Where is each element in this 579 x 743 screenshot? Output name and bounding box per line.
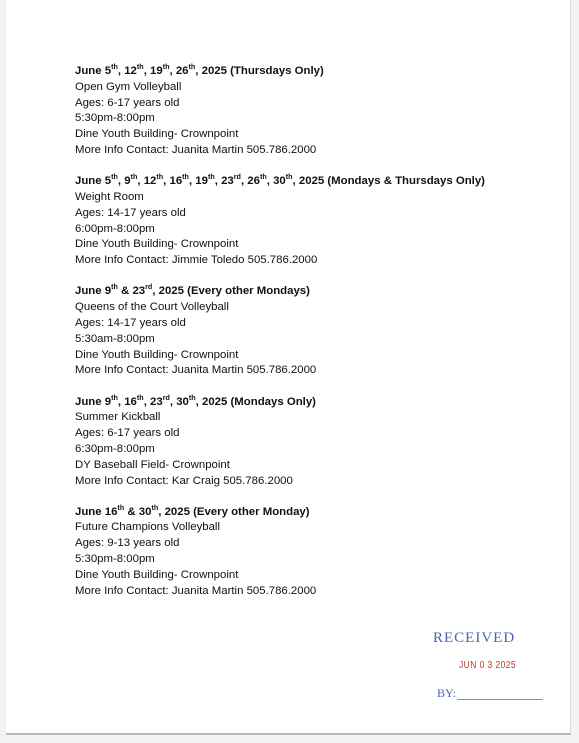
date-ordinal-suffix: th xyxy=(182,172,189,182)
date-ordinal-suffix: th xyxy=(117,502,125,512)
event-block xyxy=(75,502,555,600)
event-block xyxy=(75,284,555,379)
event-contact: More Info Contact: Juanita Martin 505.786.2000 xyxy=(75,364,317,377)
date-ordinal-suffix: th xyxy=(188,392,196,402)
date-text: , 30 xyxy=(266,175,286,188)
event-time: 5:30pm-8:00pm xyxy=(75,112,155,125)
event-date-heading xyxy=(75,174,555,190)
date-text: , 19 xyxy=(143,65,163,77)
event-activity: Queens of the Court Volleyball xyxy=(75,301,229,314)
event-ages: Ages: 14-17 years old xyxy=(75,206,186,219)
date-ordinal-suffix: rd xyxy=(162,392,170,402)
event-list xyxy=(75,64,555,615)
event-block xyxy=(75,174,555,269)
date-ordinal-suffix: th xyxy=(111,282,118,292)
date-ordinal-suffix: th xyxy=(111,172,118,182)
event-ages: Ages: 14-17 years old xyxy=(75,316,186,329)
event-ages: Ages: 6-17 years old xyxy=(75,96,180,109)
date-ordinal-suffix: th xyxy=(111,62,118,72)
event-date-heading xyxy=(75,392,555,411)
event-contact: More Info Contact: Kar Craig 505.786.2000 xyxy=(75,474,293,487)
date-ordinal-suffix: th xyxy=(130,172,138,182)
received-stamp xyxy=(431,630,561,710)
event-ages: Ages: 6-17 years old xyxy=(75,427,180,440)
event-location: Dine Youth Building- Crownpoint xyxy=(75,128,239,141)
date-ordinal-suffix: th xyxy=(111,392,118,402)
date-text: , 23 xyxy=(214,175,234,188)
event-location: Dine Youth Building- Crownpoint xyxy=(75,238,239,251)
event-activity: Weight Room xyxy=(75,190,144,203)
date-ordinal-suffix: rd xyxy=(233,172,241,182)
date-text: , 23 xyxy=(143,395,163,408)
event-activity: Future Champions Volleyball xyxy=(75,521,220,534)
date-text: , 2025 (Every other Mondays) xyxy=(152,285,310,298)
date-ordinal-suffix: th xyxy=(162,62,170,72)
event-time: 5:30am-8:00pm xyxy=(75,332,155,345)
date-text: , 2025 (Thursdays Only) xyxy=(195,65,324,77)
event-contact: More Info Contact: Juanita Martin 505.786.2000 xyxy=(75,584,317,597)
date-text: , 16 xyxy=(163,175,183,188)
date-text: , 2025 (Mondays & Thursdays Only) xyxy=(292,175,485,188)
event-location: Dine Youth Building- Crownpoint xyxy=(75,348,239,361)
date-text: June 9 xyxy=(75,395,112,408)
date-text: , 16 xyxy=(117,395,137,408)
event-activity: Open Gym Volleyball xyxy=(75,80,182,93)
date-text: , 26 xyxy=(169,65,189,77)
date-text: & 23 xyxy=(117,285,146,298)
event-block xyxy=(75,64,555,159)
event-contact: More Info Contact: Juanita Martin 505.786.2000 xyxy=(75,143,317,156)
date-text: June 5 xyxy=(75,65,112,77)
event-time: 5:30pm-8:00pm xyxy=(75,553,155,566)
event-contact: More Info Contact: Jimmie Toledo 505.786.2000 xyxy=(75,254,318,267)
date-text: June 16 xyxy=(75,505,118,518)
event-activity: Summer Kickball xyxy=(75,411,161,424)
date-text: June 5 xyxy=(75,175,112,188)
event-block xyxy=(75,392,555,490)
date-ordinal-suffix: th xyxy=(285,172,293,182)
stamp-signature-line xyxy=(457,699,543,700)
date-ordinal-suffix: th xyxy=(136,392,144,402)
event-date-heading xyxy=(75,502,555,521)
date-text: , 2025 (Mondays Only) xyxy=(195,395,316,408)
date-ordinal-suffix: th xyxy=(207,172,215,182)
event-date-heading xyxy=(75,64,555,80)
date-text: & 30 xyxy=(124,505,152,518)
event-ages: Ages: 9-13 years old xyxy=(75,537,180,550)
date-text: , 26 xyxy=(240,175,260,188)
date-ordinal-suffix: th xyxy=(259,172,267,182)
stamp-date: JUN 0 3 2025 xyxy=(459,660,517,671)
date-text: , 2025 (Every other Monday) xyxy=(158,505,310,518)
date-text: , 30 xyxy=(169,395,189,408)
date-ordinal-suffix: rd xyxy=(145,282,153,292)
stamp-by-label: BY: xyxy=(437,686,456,700)
date-text: , 12 xyxy=(137,175,157,188)
event-date-heading xyxy=(75,284,555,300)
event-location: Dine Youth Building- Crownpoint xyxy=(75,568,239,581)
date-ordinal-suffix: th xyxy=(151,502,159,512)
stamp-title: RECEIVED xyxy=(433,630,516,646)
date-text: , 9 xyxy=(117,175,131,188)
date-text: , 19 xyxy=(188,175,208,188)
event-location: DY Baseball Field- Crownpoint xyxy=(75,458,230,471)
event-time: 6:30pm-8:00pm xyxy=(75,442,155,455)
date-text: , 12 xyxy=(117,65,137,77)
document-page xyxy=(6,0,571,735)
date-ordinal-suffix: th xyxy=(156,172,164,182)
event-time: 6:00pm-8:00pm xyxy=(75,222,155,235)
date-ordinal-suffix: th xyxy=(136,62,144,72)
date-ordinal-suffix: th xyxy=(188,62,196,72)
date-text: June 9 xyxy=(75,285,112,298)
